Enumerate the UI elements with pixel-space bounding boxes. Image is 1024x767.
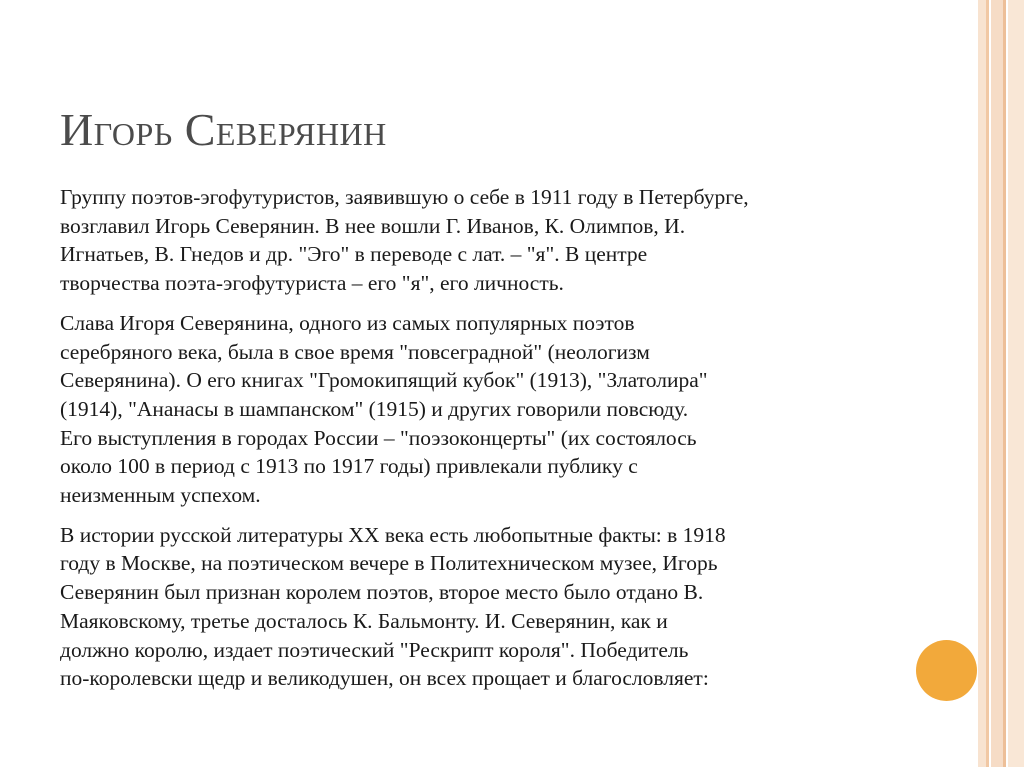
text-line: около 100 в период с 1913 по 1917 годы) привлекали публику с: [60, 454, 638, 479]
text-line: Северянин был признан королем поэтов, второе место было отдано В.: [60, 580, 704, 605]
text-line: должно королю, издает поэтический "Рескрипт короля". Победитель: [60, 637, 689, 662]
decorative-stripe: [1003, 0, 1006, 767]
text-line: творчества поэта-эгофутуриста – его "я", его личность.: [60, 271, 564, 296]
text-line: Группу поэтов-эгофутуристов, заявившую о себе в 1911 году в Петербурге,: [60, 185, 749, 209]
text-line: по-королевски щедр и великодушен, он всех прощает и благословляет:: [60, 666, 709, 691]
text-line: В истории русской литературы XX века есть любопытные факты: в 1918: [60, 522, 726, 547]
text-line: Северянина). О его книгах "Громокипящий кубок" (1913), "Златолира": [60, 368, 708, 393]
paragraph-2: [60, 309, 900, 510]
paragraph-3: [60, 521, 900, 693]
slide-body: [60, 183, 900, 704]
text-line: году в Москве, на поэтическом вечере в Политехническом музее, Игорь: [60, 551, 718, 576]
slide-title: Игорь Северянин: [60, 104, 387, 155]
text-line: (1914), "Ананасы в шампанском" (1915) и других говорили повсюду.: [60, 396, 689, 421]
paragraph-1: [60, 183, 900, 298]
text-line: серебряного века, была в свое время "повсеградной" (неологизм: [60, 339, 650, 364]
text-line: Игнатьев, В. Гнедов и др. "Эго" в переводе с лат. – "я". В центре: [60, 242, 648, 267]
decorative-stripe: [986, 0, 989, 767]
text-line: Маяковскому, третье досталось К. Бальмонту. И. Северянин, как и: [60, 608, 668, 633]
text-line: Слава Игоря Северянина, одного из самых популярных поэтов: [60, 310, 635, 335]
text-line: Его выступления в городах России – "поэзоконцерты" (их состоялось: [60, 425, 697, 450]
decorative-stripe: [1008, 0, 1024, 767]
text-line: возглавил Игорь Северянин. В нее вошли Г. Иванов, К. Олимпов, И.: [60, 213, 686, 238]
decorative-stripe: [978, 0, 986, 767]
decorative-circle: [916, 640, 977, 701]
text-line: неизменным успехом.: [60, 483, 261, 508]
decorative-stripe: [991, 0, 1003, 767]
